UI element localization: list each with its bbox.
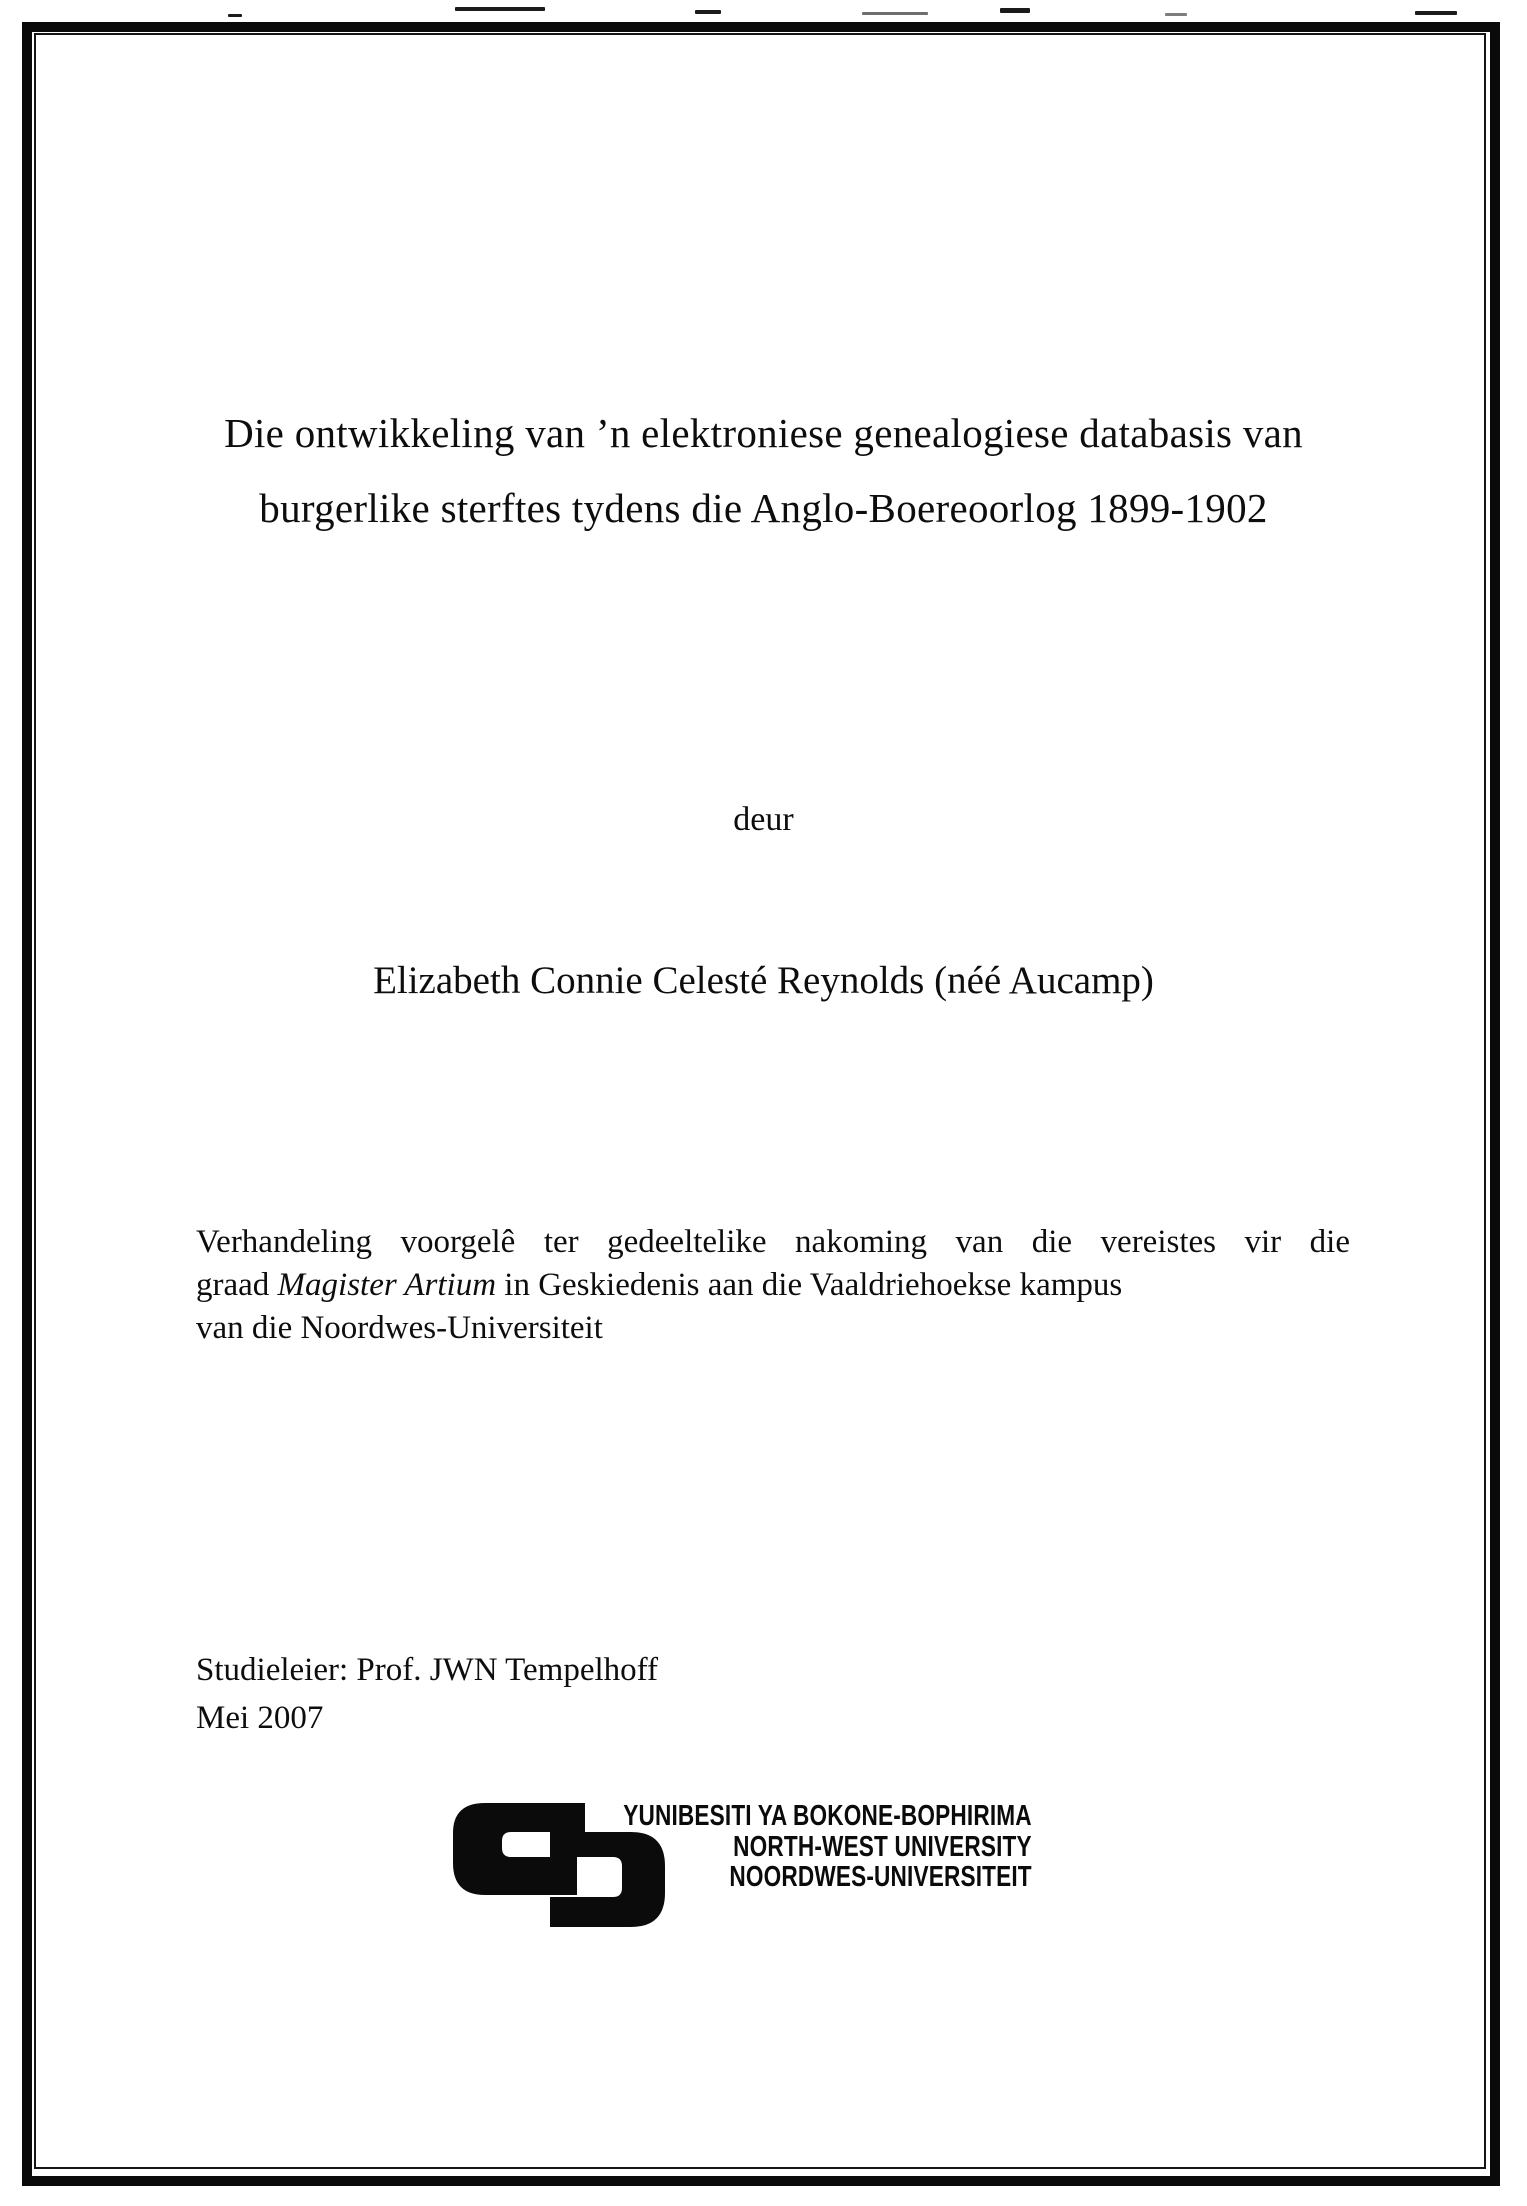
scan-artifact	[455, 7, 545, 11]
submission-line-2-suffix: in Geskiedenis aan die Vaaldriehoekse kampus	[496, 1267, 1123, 1303]
scan-artifact	[1165, 13, 1187, 16]
submission-line-1: Verhandeling voorgelê ter gedeeltelike nakoming van die vereistes vir die	[196, 1224, 1350, 1260]
scan-artifact	[1415, 11, 1457, 15]
submission-statement	[196, 1221, 1350, 1350]
submission-line-2-prefix: graad	[196, 1267, 278, 1303]
thesis-title-line-2: burgerlike sterftes tydens die Anglo-Boereoorlog 1899-1902	[259, 485, 1268, 531]
logo-line-afrikaans: NOORDWES-UNIVERSITEIT	[729, 1861, 1032, 1893]
byline-deur: deur	[733, 801, 794, 838]
scan-artifact	[862, 12, 928, 15]
author-name: Elizabeth Connie Celesté Reynolds (néé Aucamp)	[373, 959, 1154, 1002]
thesis-title-line-1: Die ontwikkeling van ’n elektroniese genealogiese databasis van	[224, 410, 1303, 456]
supervisor-block	[196, 1646, 658, 1742]
date-line: Mei 2007	[196, 1700, 324, 1736]
thesis-title	[0, 396, 1527, 546]
scan-artifact	[1000, 8, 1030, 13]
degree-name: Magister Artium	[277, 1267, 497, 1303]
supervisor-line: Studieleier: Prof. JWN Tempelhoff	[196, 1652, 659, 1688]
scan-artifact	[228, 14, 242, 17]
logo-line-english: NORTH-WEST UNIVERSITY	[733, 1830, 1032, 1863]
scan-artifact	[695, 10, 721, 14]
university-logo-text	[623, 1801, 1032, 1893]
submission-line-2	[196, 1264, 1350, 1307]
logo-line-setswana: YUNIBESITI YA BOKONE-BOPHIRIMA	[623, 1800, 1032, 1832]
submission-line-3: van die Noordwes-Universiteit	[196, 1310, 603, 1346]
